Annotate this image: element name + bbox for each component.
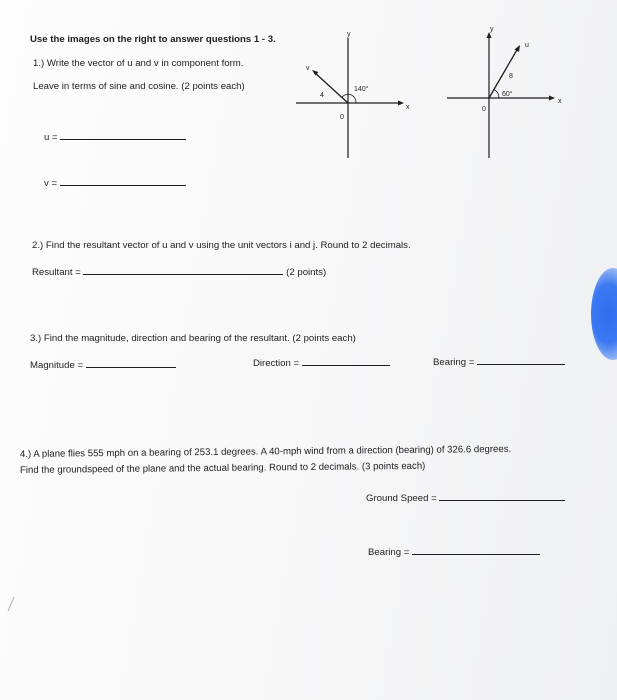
v-origin-label: 0 — [340, 114, 344, 121]
u-origin-label: 0 — [482, 106, 486, 113]
u-vector-label: u — [525, 42, 529, 49]
resultant-row — [32, 264, 326, 278]
ground-speed-row — [366, 490, 565, 504]
q4-line-1: 4.) A plane flies 555 mph on a bearing of 253.1 degrees. A 40-mph wind from a direction (bearing) of 326.6 degrees. — [19, 443, 512, 460]
q4-line-2: Find the groundspeed of the plane and the actual bearing. Round to 2 decimals. (3 points each) — [19, 460, 426, 476]
direction-row — [253, 355, 390, 369]
q2-points: (2 points) — [286, 267, 327, 278]
u-vector-arrowhead — [515, 45, 521, 52]
v-magnitude-label: 4 — [320, 92, 324, 99]
u-angle-label: 60° — [502, 91, 513, 98]
u-magnitude-label: 8 — [509, 73, 513, 80]
u-angle-arc — [494, 90, 499, 99]
q2-prompt: 2.) Find the resultant vector of u and v using the unit vectors i and j. Round to 2 decimals. — [32, 240, 411, 251]
instructions-heading: Use the images on the right to answer questions 1 - 3. — [30, 34, 276, 45]
v-answer-row — [44, 175, 186, 189]
v-label: v = — [44, 178, 58, 189]
q4-bearing-label: Bearing = — [368, 547, 410, 558]
v-vector-label: v — [306, 65, 310, 72]
v-answer-blank[interactable] — [60, 175, 186, 186]
u-answer-blank[interactable] — [60, 129, 186, 140]
magnitude-answer-blank[interactable] — [86, 357, 176, 368]
resultant-label: Resultant = — [32, 267, 81, 278]
pencil-mark — [6, 596, 16, 612]
q1-note: Leave in terms of sine and cosine. (2 points each) — [33, 81, 245, 92]
ground-speed-answer-blank[interactable] — [439, 490, 565, 501]
v-y-label: y — [347, 31, 351, 38]
direction-answer-blank[interactable] — [302, 355, 390, 366]
direction-label: Direction = — [253, 358, 300, 369]
resultant-answer-blank[interactable] — [83, 264, 283, 275]
u-label: u = — [44, 132, 58, 143]
q4-bearing-row — [368, 544, 540, 558]
v-angle-label: 140° — [354, 86, 369, 93]
blue-thumb-blur — [591, 268, 617, 360]
vector-v-figure — [290, 28, 415, 163]
u-y-label: y — [490, 26, 494, 33]
magnitude-label: Magnitude = — [30, 360, 84, 371]
magnitude-row — [30, 357, 176, 371]
ground-speed-label: Ground Speed = — [366, 493, 437, 504]
q3-prompt: 3.) Find the magnitude, direction and bearing of the resultant. (2 points each) — [30, 333, 356, 344]
q3-bearing-label: Bearing = — [433, 357, 475, 368]
v-x-label: x — [406, 104, 410, 111]
v-x-arrowhead — [398, 101, 404, 106]
u-x-label: x — [558, 98, 562, 105]
vector-u-figure — [425, 22, 575, 162]
q1-prompt: 1.) Write the vector of u and v in component form. — [33, 58, 244, 69]
q3-bearing-row — [433, 354, 565, 368]
q4-bearing-answer-blank[interactable] — [412, 544, 540, 555]
u-x-arrowhead — [549, 96, 555, 101]
u-answer-row — [44, 129, 186, 143]
q3-bearing-answer-blank[interactable] — [477, 354, 565, 365]
